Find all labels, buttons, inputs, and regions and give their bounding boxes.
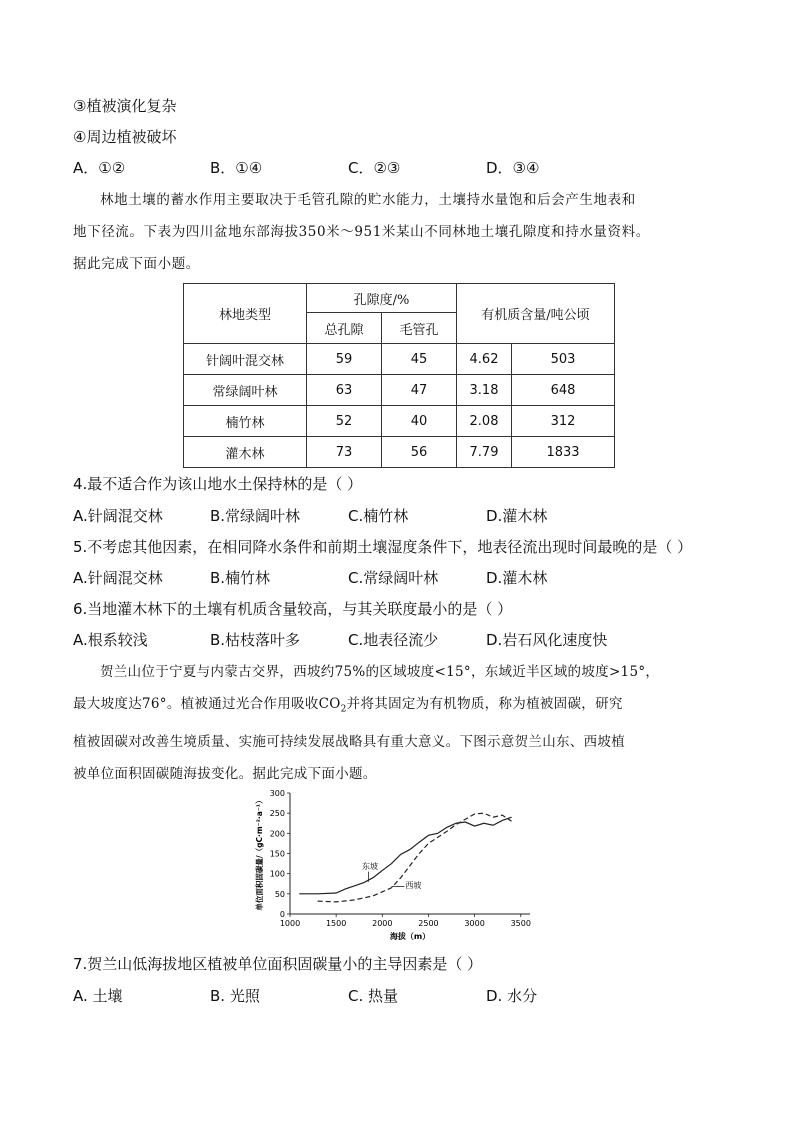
cell-total: 59 [307,344,382,375]
x-tick-label: 1000 [279,919,301,928]
cell-capillary: 47 [382,375,457,406]
cell-type: 针阔叶混交林 [184,344,307,375]
cell-type: 常绿阔叶林 [184,375,307,406]
header-total-pore: 总孔隙 [307,313,382,344]
q7-option-d[interactable]: D. 水分 [486,987,538,1005]
y-axis-label: 单位面积固碳量/（gC·m⁻²·a⁻¹） [255,796,264,911]
q6-option-c[interactable]: C.地表径流少 [348,631,439,649]
passage2-line-3: 植被固碳对改善生境质量、实施可持续发展战略具有重大意义。下图示意贺兰山东、西坡植 [73,733,625,750]
y-tick-label: 250 [269,809,285,819]
cell-organic-a: 7.79 [457,437,512,468]
x-tick-label: 2000 [372,919,393,928]
header-porosity: 孔隙度/% [307,284,457,313]
x-tick-label: 3500 [510,919,531,928]
q7-option-a[interactable]: A. 土壤 [73,987,123,1005]
chart-axes [290,793,530,914]
cell-organic-a: 2.08 [457,406,512,437]
cell-organic-a: 4.62 [457,344,512,375]
east-slope-label: 东坡 [362,861,378,871]
prev-item-4: ④周边植被破坏 [73,128,177,146]
q6-option-a[interactable]: A.根系较浅 [73,631,148,649]
cell-capillary: 40 [382,406,457,437]
passage2-line-2-rest: 并将其固定为有机物质，称为植被固碳，研究 [346,696,623,712]
q6-option-d[interactable]: D.岩石风化速度快 [486,631,608,649]
x-axis-label: 海拔（m） [389,932,431,941]
x-tick-label: 3000 [464,919,485,928]
y-tick-label: 150 [269,849,285,859]
q4-option-b[interactable]: B.常绿阔叶林 [210,507,301,525]
q7-option-c[interactable]: C. 热量 [348,987,399,1005]
question-7-stem: 7.贺兰山低海拔地区植被单位面积固碳量小的主导因素是（ ） [73,955,483,973]
question-4-stem: 4.最不适合作为该山地水土保持林的是（ ） [73,475,363,493]
cell-organic-a: 3.18 [457,375,512,406]
q4-option-d[interactable]: D.灌木林 [486,507,548,525]
q4-option-c[interactable]: C.楠竹林 [348,507,409,525]
table-row [184,344,615,375]
prev-option-b: B．①④ [210,159,263,177]
cell-capillary: 56 [382,437,457,468]
passage1-line-3: 据此完成下面小题。 [73,256,200,272]
table-row [184,375,615,406]
cell-organic-b: 648 [512,375,615,406]
table-row [184,437,615,468]
header-organic: 有机质含量/吨公顷 [457,284,615,344]
table-row [184,406,615,437]
passage2-line-1: 贺兰山位于宁夏与内蒙古交界，西坡约75%的区域坡度<15°，东域近半区域的坡度>15°， [100,664,660,680]
passage-forest-soil [73,184,725,280]
y-tick-label: 200 [269,829,285,839]
prev-option-a: A．①② [73,159,126,177]
cell-organic-b: 1833 [512,437,615,468]
q5-option-a[interactable]: A.针阔混交林 [73,569,163,587]
carbon-fixation-chart [252,787,542,942]
q5-option-d[interactable]: D.灌木林 [486,569,548,587]
cell-total: 52 [307,406,382,437]
y-tick-label: 50 [274,889,285,899]
prev-item-3: ③植被演化复杂 [73,97,177,115]
cell-type: 灌木林 [184,437,307,468]
passage1-line-1: 林地土壤的蓄水作用主要取决于毛管孔隙的贮水能力，土壤持水量饱和后会产生地表和 [100,192,636,208]
cell-organic-b: 312 [512,406,615,437]
q6-option-b[interactable]: B.枯枝落叶多 [210,631,301,649]
cell-type: 楠竹林 [184,406,307,437]
cell-organic-b: 503 [512,344,615,375]
header-forest-type: 林地类型 [184,284,307,344]
x-tick-label: 1500 [325,919,347,928]
y-tick-label: 0 [279,910,285,919]
question-5-stem: 5.不考虑其他因素，在相同降水条件和前期土壤湿度条件下，地表径流出现时间最晚的是（ ） [73,538,693,556]
cell-total: 73 [307,437,382,468]
passage-helan-mountain [73,656,725,790]
passage2-line-4: 被单位面积固碳随海拔变化。据此完成下面小题。 [73,765,377,782]
question-6-stem: 6.当地灌木林下的土壤有机质含量较高，与其关联度最小的是（ ） [73,600,513,618]
y-tick-label: 100 [269,869,285,879]
cell-capillary: 45 [382,344,457,375]
passage2-line-2: 最大坡度达76°。植被通过光合作用吸收 [73,696,319,712]
q7-option-b[interactable]: B. 光照 [210,987,260,1005]
cell-total: 63 [307,375,382,406]
y-tick-label: 300 [269,789,285,798]
prev-option-c: C．②③ [348,159,401,177]
co2-formula: $CO_2$ [318,696,347,715]
west-slope-label: 西坡 [405,880,422,890]
passage1-line-2: 地下径流。下表为四川盆地东部海拔350米～951米某山不同林地土壤孔隙度和持水量资料。 [73,224,650,240]
prev-option-d: D．③④ [486,159,540,177]
x-tick-label: 2500 [418,919,439,928]
q4-option-a[interactable]: A.针阔混交林 [73,507,163,525]
q5-option-b[interactable]: B.楠竹林 [210,569,271,587]
q5-option-c[interactable]: C.常绿阔叶林 [348,569,439,587]
soil-porosity-table [183,283,615,468]
header-capillary-pore: 毛管孔 [382,313,457,344]
